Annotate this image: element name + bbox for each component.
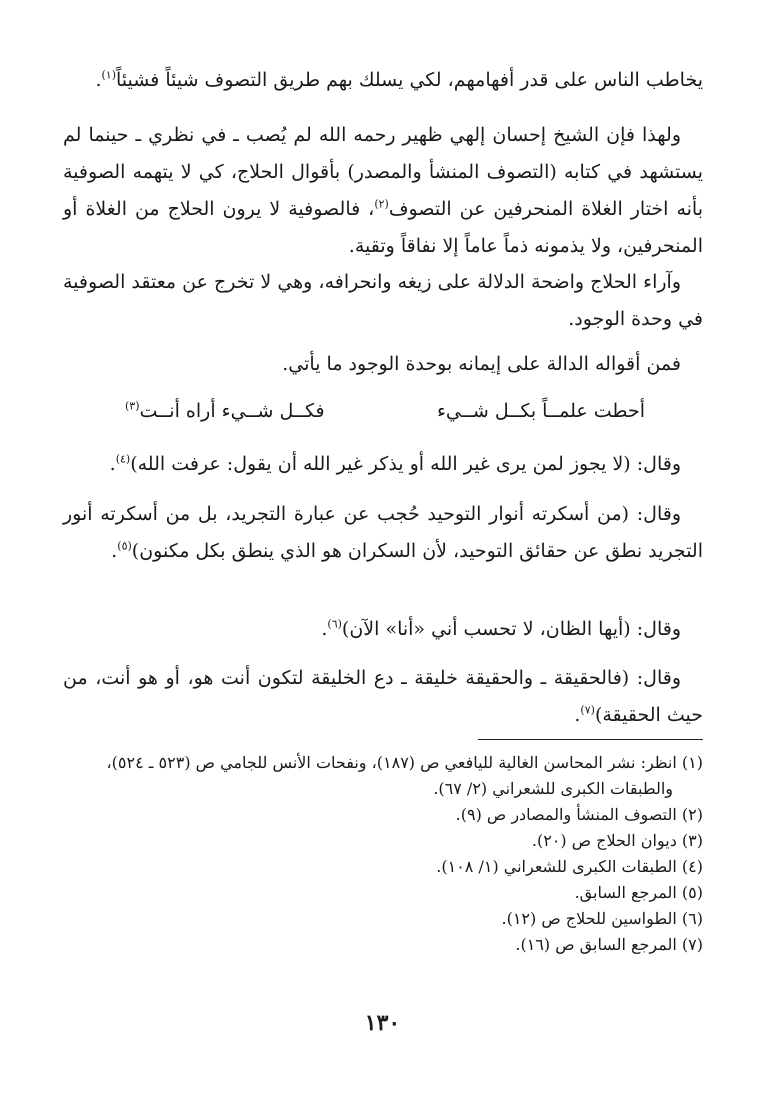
paragraph-text: ، فالصوفية لا يرون الحلاج من الغلاة أو المنحرفين، ولا يذمونه ذماً عاماً إلا نفاقاً وتقية. (63, 198, 703, 257)
footnote-ref: (٣) (125, 399, 140, 413)
footnote-item (53, 750, 703, 802)
footnote-ref: (٧) (580, 703, 595, 717)
footnote-number: (٧) (681, 935, 703, 954)
paragraph-text: ولهذا فإن الشيخ إحسان إلهي ظهير رحمه الله لم يُصب ـ في نظري ـ حينما لم يستشهد في كتابه (التصوف المنشأ والمصدر) بأقوال الحلاج، كي لا يتهمه الصوفية بأنه اختار الغلاة المنحرفين عن التصوف (63, 124, 704, 220)
footnote-number: (٦) (681, 909, 703, 928)
paragraph-text: وآراء الحلاج واضحة الدلالة على زيغه وانحرافه، وهي لا تخرج عن معتقد الصوفية في وحدة الوجود. (63, 271, 703, 330)
footnote-text: الطواسين للحلاج ص (١٢). (501, 909, 677, 928)
footnote-number: (٣) (681, 831, 703, 850)
footnote-ref: (١) (101, 68, 116, 82)
footnote-text: المرجع السابق ص (١٦). (515, 935, 677, 954)
footnote-item (53, 880, 703, 906)
poem-verse (125, 393, 645, 430)
paragraph-text: فمن أقواله الدالة على إيمانه بوحدة الوجود ما يأتي. (282, 353, 681, 375)
footnote-item (53, 854, 703, 880)
footnote-item (53, 932, 703, 958)
footnote-item (53, 828, 703, 854)
paragraph-saying-3: وقال: (أيها الظان، لا تحسب أني «أنا» الآن)$^{(٦)}$. (321, 617, 681, 640)
footnote-number: (٥) (681, 883, 703, 902)
footnote-text: ديوان الحلاج ص (٢٠). (531, 831, 677, 850)
verse-first-hemistich: أحطت علمــاً بكــل شــيء (436, 400, 645, 422)
paragraph-saying-1: وقال: (لا يجوز لمن يرى غير الله أو يذكر غير الله أن يقول: عرفت الله)$^{(٤)}$. (109, 452, 681, 475)
footnote-divider (478, 739, 703, 740)
footnote-text: الطبقات الكبرى للشعراني (١/ ١٠٨). (436, 857, 677, 876)
footnote-text: انظر: نشر المحاسن الغالية لليافعي ص (١٨٧)، ونفحات الأنس للجامي ص (٥٢٣ ـ ٥٢٤)، (106, 753, 677, 772)
page-number: ١٣٠ (364, 1010, 401, 1036)
footnote-item (53, 802, 703, 828)
footnote-ref: (٦) (327, 617, 342, 631)
footnote-text: التصوف المنشأ والمصادر ص (٩). (455, 805, 677, 824)
footnote-ref: (٢) (374, 197, 389, 211)
footnote-ref: (٤) (115, 452, 131, 466)
paragraph-text: وقال: (أيها الظان، لا تحسب أني «أنا» الآن) (341, 618, 681, 640)
footnote-text: المرجع السابق. (574, 883, 677, 902)
paragraph-hallaj-views (63, 264, 703, 338)
footnote-ref: (٥) (117, 539, 132, 553)
verse-text: فكــل شــيء أراه أنــت (139, 400, 325, 422)
footnotes-list (53, 750, 703, 958)
footnote-number: (١) (681, 753, 703, 772)
footnote-text-continued: والطبقات الكبرى للشعراني (٢/ ٦٧). (433, 779, 673, 798)
paragraph-text: يخاطب الناس على قدر أفهامهم، لكي يسلك بهم طريق التصوف شيئاً فشيئاً (116, 69, 703, 91)
verse-second-hemistich (125, 393, 325, 430)
paragraph-saying-4: وقال: (فالحقيقة ـ والحقيقة خليقة ـ دع الخليقة لتكون أنت هو، أو هو أنت، من حيث الحقيقة)$^{(٧)}$. (63, 667, 703, 726)
paragraph-sayings-intro (282, 346, 681, 383)
footnote-number: (٤) (681, 857, 703, 876)
paragraph-saying-2: وقال: (من أسكرته أنوار التوحيد حُجب عن عبارة التجريد، بل من أسكرته أنور التجريد نطق عن حقائق التوحيد، لأن السكران هو الذي ينطق بكل مكنون)$^{(٥)}$. (63, 503, 703, 562)
paragraph-ihsan-elahi (63, 117, 703, 265)
paragraph-text: وقال: (لا يجوز لمن يرى غير الله أو يذكر غير الله أن يقول: عرفت الله) (130, 453, 681, 475)
footnote-item (53, 906, 703, 932)
paragraph-continuation: يخاطب الناس على قدر أفهامهم، لكي يسلك بهم طريق التصوف شيئاً فشيئاً$^{(١)}$. (95, 68, 703, 91)
paragraph-text: وقال: (من أسكرته أنوار التوحيد حُجب عن عبارة التجريد، بل من أسكرته أنور التجريد نطق عن حقائق التوحيد، لأن السكران هو الذي ينطق بكل مكنون) (63, 503, 703, 562)
footnote-number: (٢) (681, 805, 703, 824)
paragraph-text: وقال: (فالحقيقة ـ والحقيقة خليقة ـ دع الخليقة لتكون أنت هو، أو هو أنت، من حيث الحقيقة) (63, 667, 703, 726)
